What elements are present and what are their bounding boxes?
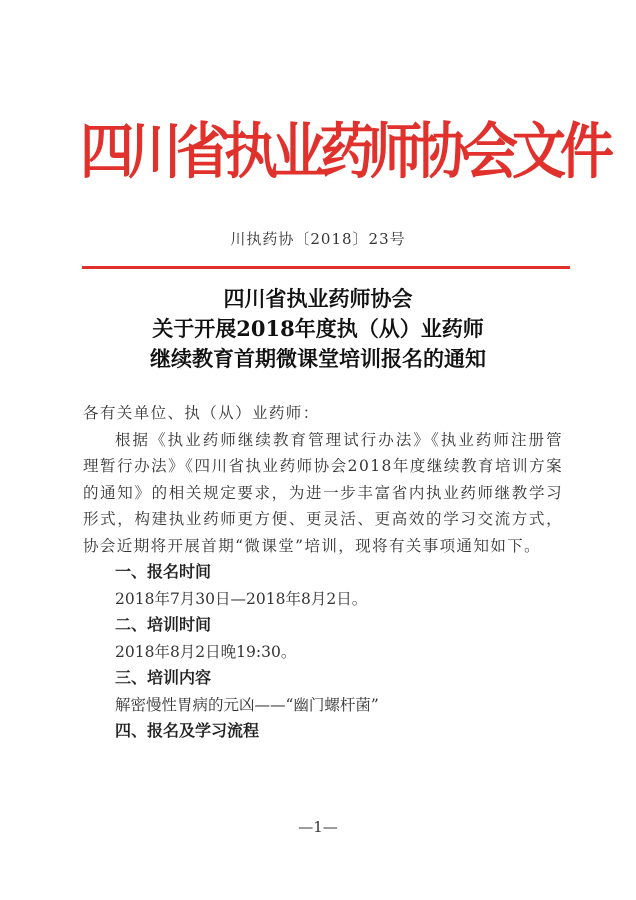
masthead-char: 文 — [512, 116, 566, 187]
section-heading-training-time: 二、培训时间 — [115, 615, 212, 634]
title-line-2: 关于开展2018年度执（从）业药师 — [152, 316, 484, 341]
section-heading-registration-time: 一、报名时间 — [115, 562, 212, 581]
section-content-registration-time: 2018年7月30日—2018年8月2日。 — [115, 589, 368, 608]
notice-title — [0, 284, 636, 374]
section-content-training-content: 解密慢性胃病的元凶——“幽门螺杆菌” — [115, 695, 379, 714]
title-line-1: 四川省执业药师协会 — [223, 286, 413, 311]
notice-body — [83, 400, 563, 745]
masthead-char: 协 — [416, 116, 470, 187]
document-number: 川执药协〔2018〕23号 — [230, 230, 406, 248]
masthead-char: 省 — [176, 116, 230, 187]
section-content-training-time: 2018年8月2日晚19:30。 — [115, 642, 297, 661]
intro-paragraph: 根据《执业药师继续教育管理试行办法》《执业药师注册管理暂行办法》《四川省执业药师协会2018年度继续教育培训方案的通知》的相关规定要求，为进一步丰富省内执业药师继教学习形式，构建执业药师更方便、更灵活、更高效的学习交流方式，协会近期将开展首期“微课堂”培训，现将有关事项通知如下。 — [83, 430, 563, 555]
masthead-char: 业 — [272, 116, 326, 187]
section-heading-training-content: 三、培训内容 — [115, 668, 212, 687]
red-divider — [82, 266, 570, 269]
masthead-char: 师 — [368, 116, 422, 187]
masthead-char: 川 — [128, 116, 182, 187]
masthead-char: 四 — [80, 116, 134, 187]
section-heading-registration-process: 四、报名及学习流程 — [115, 721, 260, 740]
masthead-char: 件 — [560, 116, 614, 187]
salutation: 各有关单位、执（从）业药师： — [83, 404, 320, 422]
masthead-title — [80, 107, 614, 197]
masthead-char: 执 — [224, 116, 278, 187]
masthead-char: 药 — [320, 116, 374, 187]
page-number: —1— — [298, 818, 338, 836]
masthead-char: 会 — [464, 116, 518, 187]
title-line-3: 继续教育首期微课堂培训报名的通知 — [150, 346, 486, 371]
